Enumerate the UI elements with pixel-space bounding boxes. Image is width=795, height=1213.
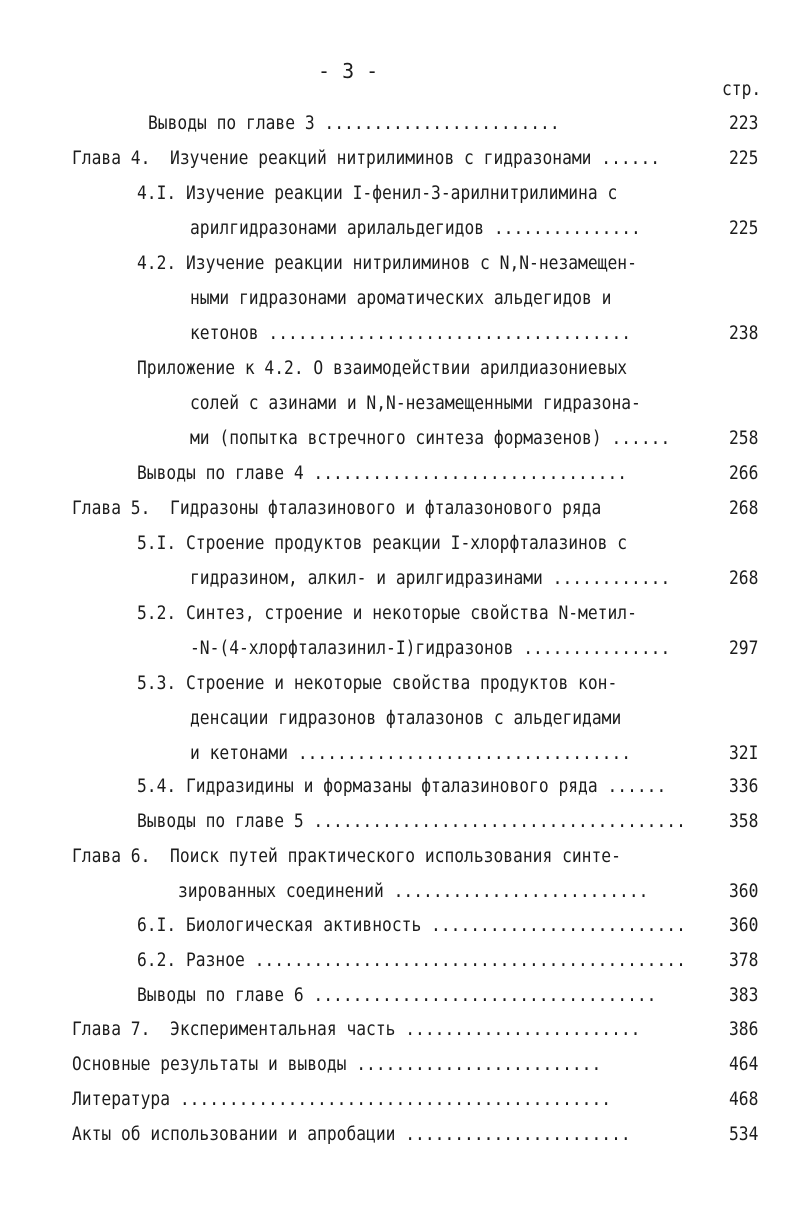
toc-entry-page: 258 — [728, 428, 758, 449]
toc-entry-text: 4.2. Изучение реакции нитрилиминов с N,N-незамещен- — [137, 253, 637, 274]
toc-entry-text: гидразином, алкил- и арилгидразинами ............ — [190, 568, 671, 589]
toc-entry-page: 266 — [728, 463, 758, 484]
toc-entry-page: 225 — [728, 148, 758, 169]
toc-entry-text: Выводы по главе 4 ................................ — [137, 463, 628, 484]
toc-entry-text: зированных соединений .......................... — [178, 881, 649, 902]
toc-entry-text: 6.I. Биологическая активность .......................... — [137, 915, 686, 936]
toc-entry-text: Приложение к 4.2. О взаимодействии арилдиазониевых — [137, 358, 628, 379]
toc-entry-text: Глава 7. Экспериментальная часть ........................ — [72, 1019, 641, 1040]
toc-entry-page: 336 — [728, 776, 758, 797]
toc-entry-text: Глава 4. Изучение реакций нитрилиминов с гидразонами ...... — [72, 148, 661, 169]
toc-entry-text: Глава 5. Гидразоны фталазинового и фталазонового ряда — [72, 498, 602, 519]
toc-entry-page: 268 — [728, 568, 758, 589]
toc-entry-text: 5.4. Гидразидины и формазаны фталазинового ряда ...... — [137, 776, 667, 797]
toc-entry-text: -N-(4-хлорфталазинил-I)гидразонов ............... — [190, 638, 671, 659]
toc-entry-page: 360 — [728, 881, 758, 902]
toc-entry-page: 32I — [728, 743, 758, 764]
toc-entry-page: 223 — [728, 113, 758, 134]
toc-entry-page: 268 — [728, 498, 758, 519]
toc-entry-text: 6.2. Разное ............................................ — [137, 950, 686, 971]
toc-entry-text: Акты об использовании и апробации ....................... — [72, 1124, 631, 1145]
toc-entry-text: ми (попытка встречного синтеза формазенов) ...... — [190, 428, 671, 449]
toc-entry-page: 378 — [728, 950, 758, 971]
toc-entry-text: кетонов ..................................... — [190, 323, 632, 344]
toc-entry-text: ными гидразонами ароматических альдегидов и — [190, 288, 612, 309]
toc-entry-text: Литература ............................................ — [72, 1089, 612, 1110]
toc-entry-page: 468 — [728, 1089, 758, 1110]
toc-entry-page: 386 — [728, 1019, 758, 1040]
toc-entry-text: 5.3. Строение и некоторые свойства продуктов кон- — [137, 673, 618, 694]
toc-entry-text: денсации гидразонов фталазонов с альдегидами — [190, 708, 622, 729]
toc-entry-text: 5.I. Строение продуктов реакции I-хлорфталазинов с — [137, 533, 628, 554]
toc-entry-text: Выводы по главе 3 ........................ — [148, 113, 560, 134]
toc-entry-text: 5.2. Синтез, строение и некоторые свойства N-метил- — [137, 603, 637, 624]
toc-entry-page: 238 — [728, 323, 758, 344]
page-number: - 3 - — [318, 59, 379, 83]
toc-entry-page: 534 — [728, 1124, 758, 1145]
page-column-header: стр. — [722, 79, 762, 100]
toc-entry-page: 297 — [728, 638, 758, 659]
toc-entry-text: Глава 6. Поиск путей практического использования синте- — [72, 846, 621, 867]
toc-entry-text: Выводы по главе 5 ...................................... — [137, 811, 686, 832]
toc-entry-text: и кетонами .................................. — [190, 743, 632, 764]
toc-entry-text: Выводы по главе 6 ................................... — [137, 985, 657, 1006]
toc-entry-text: арилгидразонами арилальдегидов ............... — [190, 218, 641, 239]
toc-entry-page: 383 — [728, 985, 758, 1006]
toc-entry-page: 358 — [728, 811, 758, 832]
toc-entry-text: солей с азинами и N,N-незамещенными гидразона- — [190, 393, 641, 414]
toc-entry-page: 360 — [728, 915, 758, 936]
toc-entry-page: 464 — [728, 1054, 758, 1075]
toc-entry-text: 4.I. Изучение реакции I-фенил-3-арилнитрилимина с — [137, 183, 618, 204]
toc-entry-text: Основные результаты и выводы ......................... — [72, 1054, 602, 1075]
toc-entry-page: 225 — [728, 218, 758, 239]
